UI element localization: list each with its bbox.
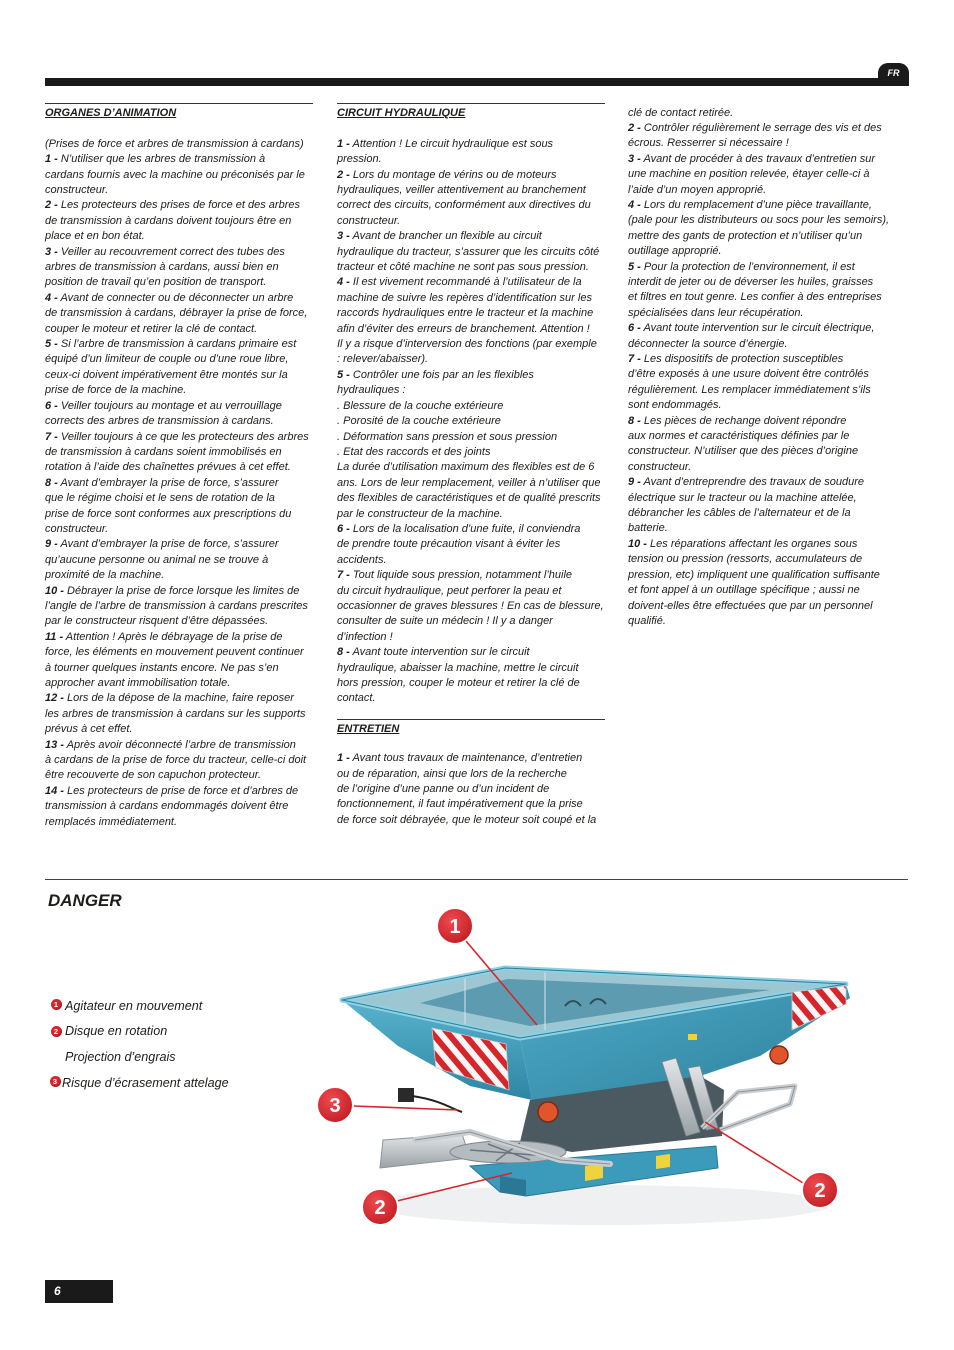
instruction-item — [337, 751, 605, 828]
warning-sticker — [688, 1034, 697, 1040]
item-text: Lors du remplacement d’une pièce travaillante, (pale pour les distributeurs ou socs pour les semoirs), mettre des gants de protection et n’utiliser qu’un outillage approprié. — [628, 198, 890, 258]
section-heading — [337, 103, 605, 121]
instruction-item — [337, 645, 605, 707]
item-text: Avant de brancher un flexible au circuit hydraulique du tracteur, s’assurer que les circuits côté tracteur et côté machine ne sont pas sous pression. — [337, 230, 600, 274]
reflector-left — [538, 1102, 558, 1122]
item-text: Les pièces de rechange doivent répondre aux normes et caractéristiques définies par le constructeur. N’utiliser que des pièces d’origine constructeur. — [628, 414, 859, 473]
item-number: 3 - — [337, 230, 350, 243]
instruction-item — [337, 275, 605, 367]
item-text: Attention ! Le circuit hydraulique est sous pression. — [337, 137, 554, 166]
instruction-item — [45, 152, 313, 198]
column-entretien-continued — [628, 106, 896, 630]
item-number: 8 - — [628, 414, 641, 427]
item-text: Attention ! Après le débrayage de la prise de force, les éléments en mouvement peuvent continuer à tourner quelques instants encore. Ne pas s’en approcher avant immobilisation totale. — [45, 630, 304, 690]
instruction-item — [45, 245, 313, 291]
machine-decal: DX20.2 — [337, 1014, 373, 1033]
instruction-list — [45, 152, 313, 830]
section-title: ORGANES D’ANIMATION — [45, 107, 177, 119]
callout-line-3 — [353, 1106, 458, 1110]
item-number: 10 - — [45, 584, 64, 597]
instruction-item — [45, 337, 313, 399]
instruction-item — [337, 229, 605, 275]
item-number: 14 - — [45, 784, 64, 797]
callout-label-3: 3 — [329, 1095, 341, 1117]
item-number: 3 - — [628, 152, 641, 165]
legend-label-agitateur: Agitateur en mouvement — [65, 999, 203, 1013]
callout-label-2-right: 2 — [814, 1180, 826, 1202]
section-title: ENTRETIEN — [337, 722, 400, 735]
item-number: 7 - — [45, 430, 58, 443]
legend-label-disque: Disque en rotation — [65, 1024, 168, 1038]
section-entretien — [337, 719, 605, 828]
legend-marker-2: 2 — [51, 1026, 62, 1037]
instruction-list — [337, 137, 605, 707]
instruction-item — [628, 260, 896, 322]
intro-text: (Prises de force et arbres de transmission à cardans) — [45, 137, 304, 150]
instruction-item — [337, 568, 605, 645]
instruction-item — [45, 430, 313, 476]
item-text: Tout liquide sous pression, notamment l’huile du circuit hydraulique, peut perforer la peau et occasionner de graves blessures ! En cas de blessure, consulter de suite un médecin ! Il y a danger d’infection ! — [337, 569, 604, 643]
item-text: Lors de la localisation d’une fuite, il conviendra de prendre toute précaution visant à éviter les accidents. — [337, 522, 581, 566]
item-text: Veiller toujours à ce que les protecteurs des arbres de transmission à cardans soient immobilisés en rotation à l’aide des chaînettes prévues à cet effet. — [45, 430, 309, 474]
instruction-item — [628, 152, 896, 198]
instruction-item — [45, 584, 313, 630]
section-title: CIRCUIT HYDRAULIQUE — [337, 107, 466, 119]
item-text: Veiller toujours au montage et au verrouillage corrects des arbres de transmission à cardans. — [45, 399, 282, 428]
item-text: Après avoir déconnecté l’arbre de transmission à cardans de la prise de force du tracteur, celle-ci doit être recouverte de son capuchon protecteur. — [45, 738, 307, 782]
warning-sticker — [656, 1154, 670, 1169]
section-heading — [337, 719, 605, 737]
callout-line-2-right — [705, 1122, 803, 1183]
legend-label-projection: Projection d’engrais — [65, 1050, 176, 1064]
lead-text: clé de contact retirée. — [628, 106, 734, 119]
item-number: 9 - — [45, 538, 58, 551]
item-text: Avant toute intervention sur le circuit électrique, déconnecter la source d’énergie. — [628, 322, 875, 350]
item-text: Avant d’embrayer la prise de force, s’assurer qu’aucune personne ou animal ne se trouve à proximité de la machine. — [45, 538, 279, 582]
section-heading — [45, 103, 313, 121]
item-number: 10 - — [628, 537, 647, 550]
instruction-item — [45, 738, 313, 784]
spreader-machine-illustration — [300, 900, 880, 1240]
item-text: Avant d’entreprendre des travaux de soudure électrique sur le tracteur ou la machine attelée, débrancher les câbles de l’alternateur et de la batterie. — [628, 476, 865, 535]
instruction-item — [45, 399, 313, 430]
instruction-item — [45, 691, 313, 737]
hydraulic-block — [398, 1088, 414, 1102]
item-text: Les protecteurs de prise de force et d’arbres de transmission à cardans endommagés doivent être remplacés immédiatement. — [45, 784, 299, 828]
column-hydraulique — [337, 103, 605, 828]
item-text: Avant de connecter ou de déconnecter un arbre de transmission à cardans, débrayer la prise de force, couper le moteur et retirer la clé de contact. — [45, 291, 308, 335]
page-number: 6 — [45, 1280, 113, 1303]
item-number: 11 - — [45, 630, 64, 643]
item-number: 9 - — [628, 476, 641, 489]
instruction-list — [337, 751, 605, 828]
reflector-right — [770, 1046, 788, 1064]
item-text: Les réparations affectant les organes sous tension ou pression (ressorts, accumulateurs de pression, etc) impliquent une qualification suffisante et font appel à un outillage spécifique ; aussi ne doivent-elles être effectuées que par un personnel qualifié. — [628, 537, 880, 627]
section-divider — [45, 879, 908, 880]
item-number: 6 - — [45, 399, 58, 412]
item-text: Débrayer la prise de force lorsque les limites de l’angle de l’arbre de transmission à cardans prescrites par le constructeur risquent d’être dépassées. — [45, 584, 308, 628]
instruction-item — [628, 352, 896, 414]
item-text: Lors du montage de vérins ou de moteurs hydrauliques, veiller attentivement au branchement correct des circuits, conformément aux directives du constructeur. — [337, 168, 591, 227]
instruction-item — [45, 537, 313, 583]
instruction-list — [628, 121, 896, 629]
item-number: 4 - — [45, 291, 58, 304]
item-number: 4 - — [628, 198, 641, 211]
legend-label-ecrasement: Risque d’écrasement attelage — [62, 1076, 229, 1090]
item-number: 1 - — [45, 153, 58, 166]
item-text: Veiller au recouvrement correct des tubes des arbres de transmission à cardans, aussi bien en position de travail qu’en position de transport. — [45, 245, 285, 289]
item-number: 4 - — [337, 276, 350, 289]
item-text: Les protecteurs des prises de force et des arbres de transmission à cardans doivent toujours être en place et en bon état. — [45, 199, 300, 243]
legend-marker-3: 3 — [50, 1076, 61, 1087]
item-number: 8 - — [45, 476, 58, 489]
item-number: 7 - — [337, 569, 350, 582]
item-text: Avant tous travaux de maintenance, d’entretien ou de réparation, ainsi que lors de la recherche de l’origine d’une panne ou d’un incident de fonctionnement, il faut impérativement que la prise de force soit débrayée, que le moteur soit coupé et la — [337, 752, 597, 826]
item-text: Pour la protection de l’environnement, il est interdit de jeter ou de déverser les huiles, graisses et filtres en tout genre. Les confier à des entreprises spécialisées dans leur récupération. — [628, 260, 882, 319]
callout-label-2-left: 2 — [374, 1197, 386, 1219]
item-text: Les dispositifs de protection susceptibles d’être exposés à une usure doivent être contrôlés régulièrement. Les remplacer immédiatement s’ils sont endommagés. — [628, 353, 871, 412]
item-number: 5 - — [45, 338, 58, 351]
item-number: 5 - — [628, 260, 641, 273]
item-text: Avant de procéder à des travaux d’entretien sur une machine en position relevée, étayer celle-ci à l’aide d’un moyen approprié. — [628, 152, 876, 196]
instruction-item — [45, 784, 313, 830]
item-text: Si l’arbre de transmission à cardans primaire est équipé d’un limiteur de couple ou d’une roue libre, ceux-ci doivent impérativement être montés sur la prise de force de la machine. — [45, 338, 297, 397]
header-rule — [45, 78, 909, 86]
instruction-item — [628, 475, 896, 537]
item-number: 5 - — [337, 368, 350, 381]
item-text: Il est vivement recommandé à l’utilisateur de la machine de suivre les repères d’identification sur les raccords hydrauliques entre le tracteur et la machine afin d’éviter des erreurs de branchement. Attention ! Il y a risque d’interversion des fonctions (par exemple : relever/abaisser). — [337, 276, 597, 366]
instruction-item — [628, 537, 896, 629]
column-organes — [45, 103, 313, 830]
continued-lead — [628, 106, 896, 121]
section-intro — [45, 137, 313, 152]
item-text: Contrôler régulièrement le serrage des vis et des écrous. Resserrer si nécessaire ! — [628, 121, 882, 150]
item-number: 13 - — [45, 738, 64, 751]
instruction-item — [337, 168, 605, 230]
item-number: 2 - — [45, 199, 58, 212]
item-number: 3 - — [45, 245, 58, 258]
item-number: 12 - — [45, 692, 64, 705]
callout-label-1: 1 — [449, 916, 461, 938]
item-number: 6 - — [628, 322, 641, 335]
item-text: Contrôler une fois par an les flexibles hydrauliques : . Blessure de la couche extérieure . Porosité de la couche extérieure . Déformation sans pression et sous pression . Etat des raccords et des joints La durée d’utilisation maximum des flexibles est de 6 ans. Lors de leur remplacement, veiller à n’utiliser que des flexibles de caractéristiques et de qualité prescrits par le constructeur de la machine. — [337, 368, 601, 520]
item-text: Avant toute intervention sur le circuit hydraulique, abaisser la machine, mettre le circuit hors pression, couper le moteur et retirer la clé de contact. — [337, 646, 580, 705]
item-text: Lors de la dépose de la machine, faire reposer les arbres de transmission à cardans sur les supports prévus à cet effet. — [45, 692, 306, 736]
instruction-item — [628, 321, 896, 352]
item-number: 7 - — [628, 353, 641, 365]
danger-title: DANGER — [48, 891, 122, 910]
legend-marker-1: 1 — [51, 999, 62, 1010]
item-text: Avant d’embrayer la prise de force, s’assurer que le régime choisi et le sens de rotation de la prise de force sont conformes aux prescriptions du constructeur. — [45, 476, 292, 535]
item-number: 6 - — [337, 522, 350, 535]
item-number: 2 - — [337, 168, 350, 181]
instruction-item — [45, 198, 313, 244]
instruction-item — [628, 414, 896, 476]
warning-sticker — [585, 1164, 603, 1181]
instruction-item — [337, 522, 605, 568]
instruction-item — [337, 368, 605, 522]
item-text: N’utiliser que les arbres de transmission à cardans fournis avec la machine ou préconisés par le constructeur. — [45, 153, 305, 197]
instruction-item — [628, 198, 896, 260]
instruction-item — [45, 630, 313, 692]
item-number: 1 - — [337, 137, 350, 150]
item-number: 8 - — [337, 646, 350, 659]
item-number: 2 - — [628, 121, 641, 134]
language-tab: FR — [878, 63, 909, 86]
instruction-item — [628, 121, 896, 152]
instruction-item — [45, 291, 313, 337]
instruction-item — [337, 137, 605, 168]
instruction-item — [45, 476, 313, 538]
hazard-stripes-right — [792, 986, 846, 1030]
item-number: 1 - — [337, 752, 350, 765]
